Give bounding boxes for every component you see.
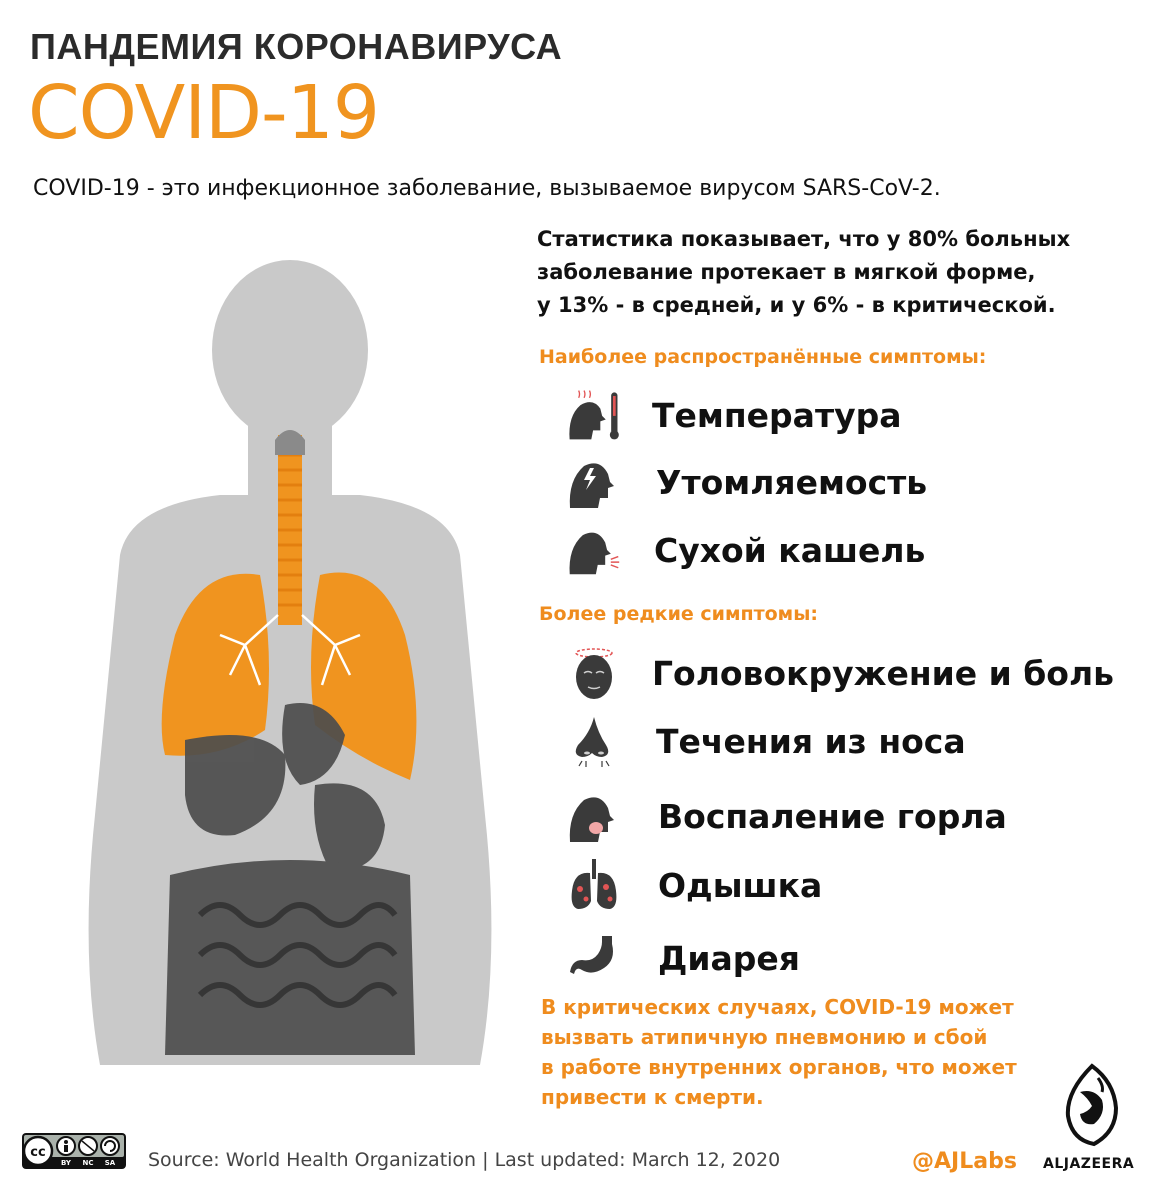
cc-label: cc [30, 1145, 46, 1160]
symptom-dizziness [566, 645, 1114, 701]
symptom-runny-nose-label: Течения из носа [656, 721, 966, 761]
creative-commons-badge [22, 1133, 126, 1169]
critical-line-1: В критических случаях, COVID-19 может [541, 995, 1014, 1019]
source-credit: Source: World Health Organization | Last updated: March 12, 2020 [148, 1149, 781, 1171]
symptom-sore-throat-label: Воспаление горла [658, 796, 1007, 836]
rare-symptoms-heading: Более редкие симптомы: [539, 603, 818, 625]
symptom-sore-throat [566, 788, 1007, 844]
symptom-fatigue-label: Утомляемость [656, 462, 928, 502]
creative-commons-icon [22, 1133, 126, 1169]
lungs-icon [566, 857, 622, 913]
aljazeera-logo-icon [1058, 1062, 1126, 1152]
symptom-cough [566, 522, 925, 578]
intestines [165, 860, 415, 1055]
page-title: COVID-19 [28, 70, 379, 156]
page-supertitle: ПАНДЕМИЯ КОРОНАВИРУСА [30, 26, 563, 67]
symptom-diarrhea [566, 930, 800, 986]
fever-head-thermometer-icon [566, 387, 622, 443]
symptom-dizziness-label: Головокружение и боль [652, 653, 1114, 693]
symptom-shortness-of-breath-label: Одышка [658, 865, 823, 905]
by-label: BY [60, 1159, 72, 1167]
intro-text: COVID-19 - это инфекционное заболевание, вызываемое вирусом SARS-CoV-2. [33, 176, 941, 201]
critical-line-2: вызвать атипичную пневмонию и сбой [541, 1025, 988, 1049]
ajlabs-handle: @AJLabs [912, 1149, 1017, 1174]
symptom-fever [566, 387, 901, 443]
critical-cases-note [541, 992, 1061, 1112]
critical-line-4: привести к смерти. [541, 1085, 764, 1109]
symptom-fatigue [566, 454, 927, 510]
nc-label: NC [82, 1159, 94, 1167]
symptom-runny-nose [566, 713, 966, 769]
aljazeera-wordmark: ALJAZEERA [1043, 1156, 1135, 1172]
stats-line-2: заболевание протекает в мягкой форме, [537, 260, 1036, 284]
stomach-icon [566, 930, 622, 986]
trachea [275, 430, 305, 625]
cough-head-icon [566, 522, 622, 578]
symptom-shortness-of-breath [566, 857, 822, 913]
symptom-cough-label: Сухой кашель [654, 530, 926, 570]
fatigue-head-icon [566, 454, 622, 510]
stats-line-1: Статистика показывает, что у 80% больных [537, 227, 1071, 251]
runny-nose-icon [566, 713, 622, 769]
sore-throat-icon [566, 788, 622, 844]
common-symptoms-heading: Наиболее распространённые симптомы: [539, 346, 987, 368]
stats-line-3: у 13% - в средней, и у 6% - в критической. [537, 293, 1056, 317]
sa-label: SA [104, 1159, 116, 1167]
symptom-diarrhea-label: Диарея [658, 938, 800, 978]
critical-line-3: в работе внутренних органов, что может [541, 1055, 1017, 1079]
symptom-fever-label: Температура [652, 395, 902, 435]
dizzy-face-icon [566, 645, 622, 701]
statistics-text [537, 223, 1097, 322]
human-body-illustration [60, 255, 520, 1065]
